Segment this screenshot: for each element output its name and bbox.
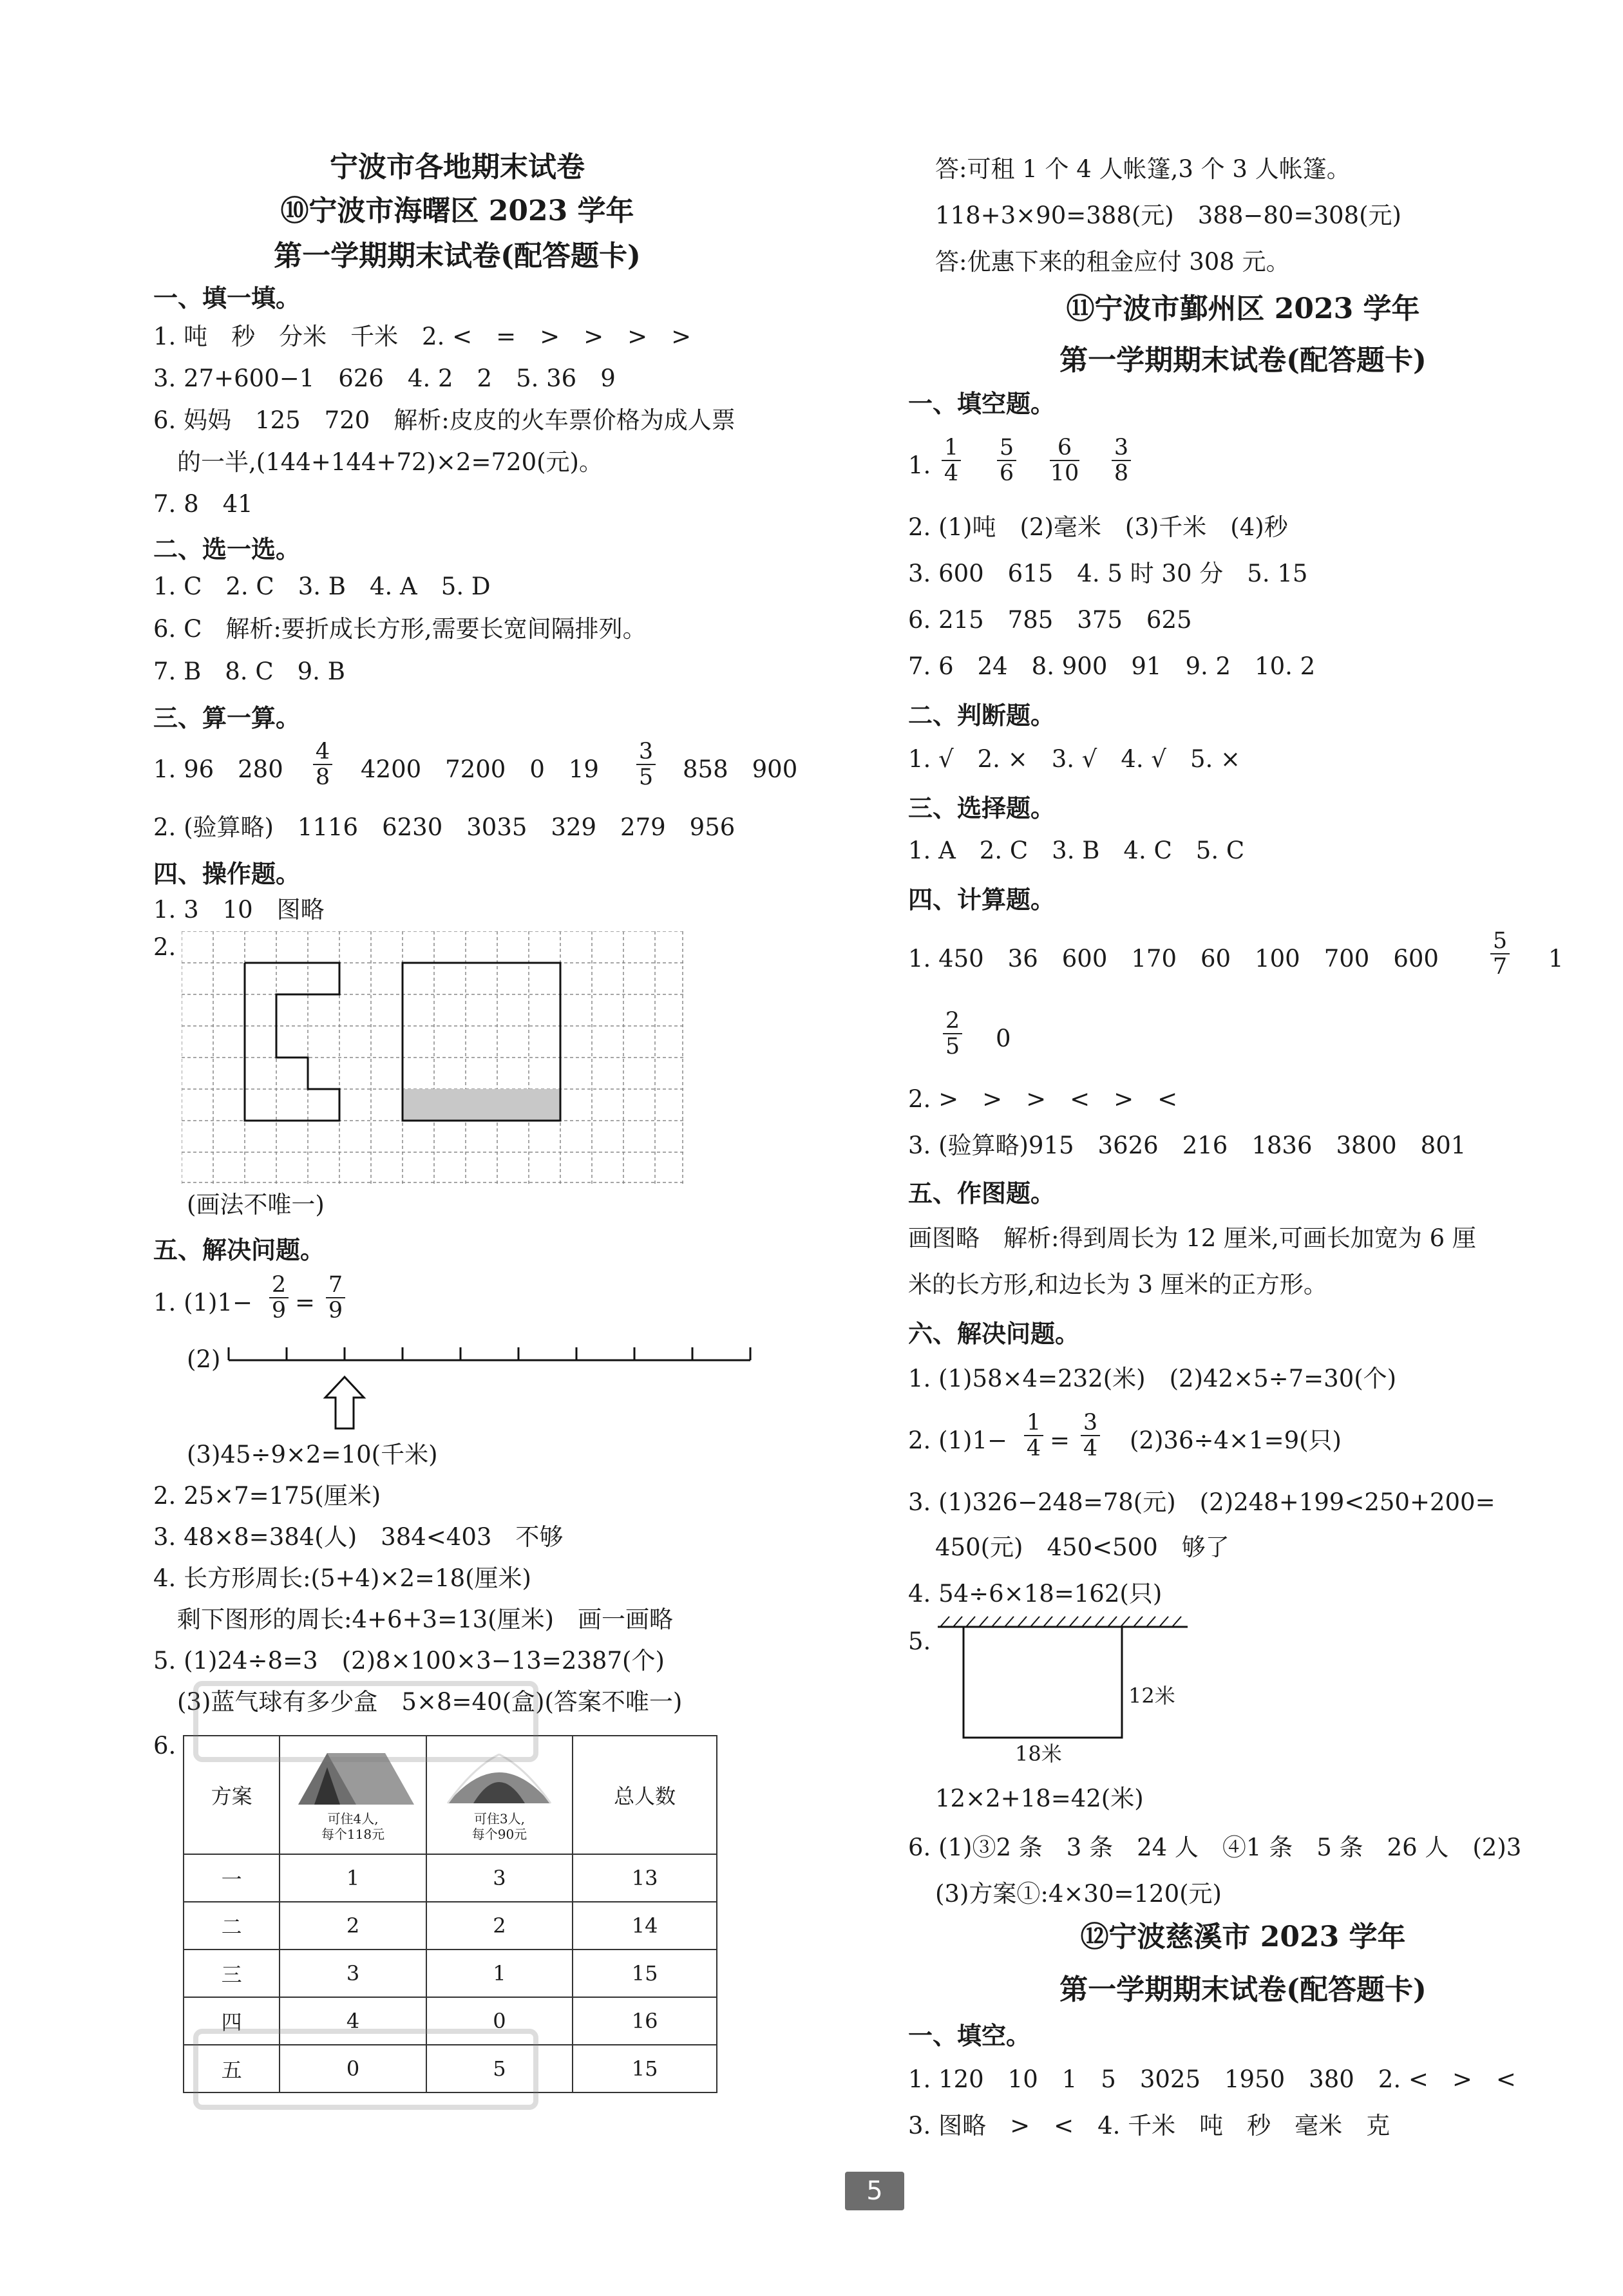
answer-line: 4. 54÷6×18=162(只) [908,1580,1163,1608]
heading-operate: 四、操作题。 [153,859,301,888]
answer-line: 米的长方形,和边长为 3 厘米的正方形。 [908,1271,1327,1298]
answer-line: 858 900 [683,755,798,783]
heading-calc: 三、算一算。 [153,703,301,732]
answer-line: 0 [996,1025,1011,1052]
grid-figure [182,931,684,1184]
answer-line: (3)方案①:4×30=120(元) [935,1880,1222,1908]
tent-3-header: 可住3人, 每个90元 [426,1736,573,1854]
answer-line: 1. C 2. C 3. B 4. A 5. D [153,573,491,600]
answer-line: 1. √ 2. × 3. √ 4. √ 5. × [908,745,1241,773]
heading-fill: 一、填空。 [908,2021,1031,2050]
answer-line: 1. 吨 秒 分米 千米 2. < = > > > > [153,323,692,350]
section-title-10a: ⑩宁波市海曙区 2023 学年 [280,194,634,227]
answer-line: 4. 长方形周长:(5+4)×2=18(厘米) [153,1564,531,1592]
heading-draw: 五、作图题。 [908,1179,1056,1208]
fraction: 2 9 [269,1273,289,1323]
answer-line: 12×2+18=42(米) [935,1785,1144,1812]
answer-line: 2. (1)吨 (2)毫米 (3)千米 (4)秒 [908,513,1288,541]
heading-fill: 一、填空题。 [908,389,1056,418]
number-line [225,1345,754,1441]
section-title-12b: 第一学期期末试卷(配答题卡) [1059,1973,1427,2006]
label-18m: 18米 [1015,1741,1062,1766]
heading-choose: 三、选择题。 [908,793,1056,822]
heading-solve: 五、解决问题。 [153,1235,325,1264]
answer-line: 6. C 解析:要折成长方形,需要长宽间隔排列。 [153,615,647,643]
answer-line: 1. 450 36 600 170 60 100 700 600 [908,945,1439,972]
fraction: 5 7 [1490,929,1510,979]
answer-line: 5. (1)24÷8=3 (2)8×100×3−13=2387(个) [153,1647,665,1675]
heading-judge: 二、判断题。 [908,701,1056,730]
answer-line: 4200 7200 0 19 [361,755,599,783]
answer-line: 2. (1)1− [908,1427,1008,1454]
fraction: 7 9 [326,1273,345,1323]
watermark [193,1681,538,1762]
fraction: 3 8 [1112,435,1131,486]
answer-line: 2. > > > < > < [908,1085,1178,1113]
answer-line: 3. 600 615 4. 5 时 30 分 5. 15 [908,560,1308,587]
answer-line: 1. 120 10 1 5 3025 1950 380 2. < > < [908,2065,1516,2093]
answer-line: 1. 3 10 图略 [153,896,325,924]
tent-4-header: 可住4人, 每个118元 [280,1736,426,1854]
answer-line: 450(元) 450<500 够了 [935,1533,1229,1561]
answer-line: 剩下图形的周长:4+6+3=13(厘米) 画一画略 [153,1606,674,1633]
fraction: 1 4 [942,435,961,486]
series-title: 宁波市各地期末试卷 [330,151,585,184]
section-title-11a: ⑪宁波市鄞州区 2023 学年 [1066,292,1420,325]
answer-line: 7. 8 41 [153,490,253,518]
tent-plan-table: 方案 可住4人, 每个118元 可住3人, 每个90元 总人数 一 1 3 13 二 2 2 14 三 3 1 15 四 4 0 16 五 0 5 15 [183,1735,717,2093]
fraction: 1 4 [1024,1410,1043,1461]
answer-line: 3. 图略 > < 4. 千米 吨 秒 毫米 克 [908,2112,1390,2139]
answer-line: 1. (1)1− [153,1289,253,1316]
answer-line: 的一半,(144+144+72)×2=720(元)。 [153,448,603,476]
answer-line: (3)蓝气球有多少盒 5×8=40(盒)(答案不唯一) [153,1688,683,1716]
answer-line: 2. [153,933,176,961]
answer-line: 5. [908,1627,931,1655]
answer-line: (2) [187,1345,221,1373]
fraction: 4 8 [313,739,332,790]
answer-line: (2)36÷4×1=9(只) [1130,1427,1342,1454]
fraction: 2 5 [943,1009,962,1059]
equals-sign: = [1050,1427,1070,1454]
fraction: 3 5 [636,739,656,790]
table-header: 方案 [184,1736,280,1854]
answer-line: 1. [908,451,931,479]
section-title-10b: 第一学期期末试卷(配答题卡) [274,240,641,272]
fraction: 5 6 [997,435,1016,486]
table-header: 总人数 [573,1736,717,1854]
answer-line: 答:优惠下来的租金应付 308 元。 [935,248,1290,276]
answer-line: 118+3×90=388(元) 388−80=308(元) [935,202,1401,229]
answer-line: 2. 25×7=175(厘米) [153,1482,381,1510]
label-12m: 12米 [1128,1684,1175,1708]
fraction: 6 10 [1050,435,1079,486]
answer-line: 1 [1548,945,1564,972]
heading-fill: 一、填一填。 [153,283,301,312]
fraction: 3 4 [1081,1410,1100,1461]
answer-line: 3. 48×8=384(人) 384<403 不够 [153,1523,564,1551]
heading-solve: 六、解决问题。 [908,1319,1080,1348]
answer-line: 3. (验算略)915 3626 216 1836 3800 801 [908,1132,1466,1159]
answer-line: 1. (1)58×4=232(米) (2)42×5÷7=30(个) [908,1365,1397,1392]
answer-line: 答:可租 1 个 4 人帐篷,3 个 3 人帐篷。 [935,155,1351,183]
answer-line: 6. [153,1732,176,1760]
answer-line: 6. 215 785 375 625 [908,606,1192,634]
equals-sign: = [295,1289,316,1316]
answer-line: 3. 27+600−1 626 4. 2 2 5. 36 9 [153,365,616,392]
section-title-11b: 第一学期期末试卷(配答题卡) [1059,344,1427,377]
arrow-up-icon [325,1377,364,1428]
answer-line: 7. 6 24 8. 900 91 9. 2 10. 2 [908,652,1316,680]
answer-line: (3)45÷9×2=10(千米) [187,1441,438,1468]
answer-line: 3. (1)326−248=78(元) (2)248+199<250+200= [908,1488,1495,1516]
answer-line: 7. B 8. C 9. B [153,658,345,685]
heading-choose: 二、选一选。 [153,535,301,564]
answer-line: 1. 96 280 [153,755,283,783]
answer-line: 6. 妈妈 125 720 解析:皮皮的火车票价格为成人票 [153,406,736,434]
answer-line: 2. (验算略) 1116 6230 3035 329 279 956 [153,813,736,841]
answer-line: 画图略 解析:得到周长为 12 厘米,可画长加宽为 6 厘 [908,1224,1476,1252]
page-number: 5 [845,2172,904,2210]
answer-line: 1. A 2. C 3. B 4. C 5. C [908,837,1245,864]
section-title-12a: ⑫宁波慈溪市 2023 学年 [1080,1921,1406,1953]
watermark [193,2029,538,2110]
answer-line: (画法不唯一) [187,1191,325,1219]
heading-calc: 四、计算题。 [908,885,1056,914]
answer-line: 6. (1)③2 条 3 条 24 人 ④1 条 5 条 26 人 (2)3 [908,1834,1522,1861]
